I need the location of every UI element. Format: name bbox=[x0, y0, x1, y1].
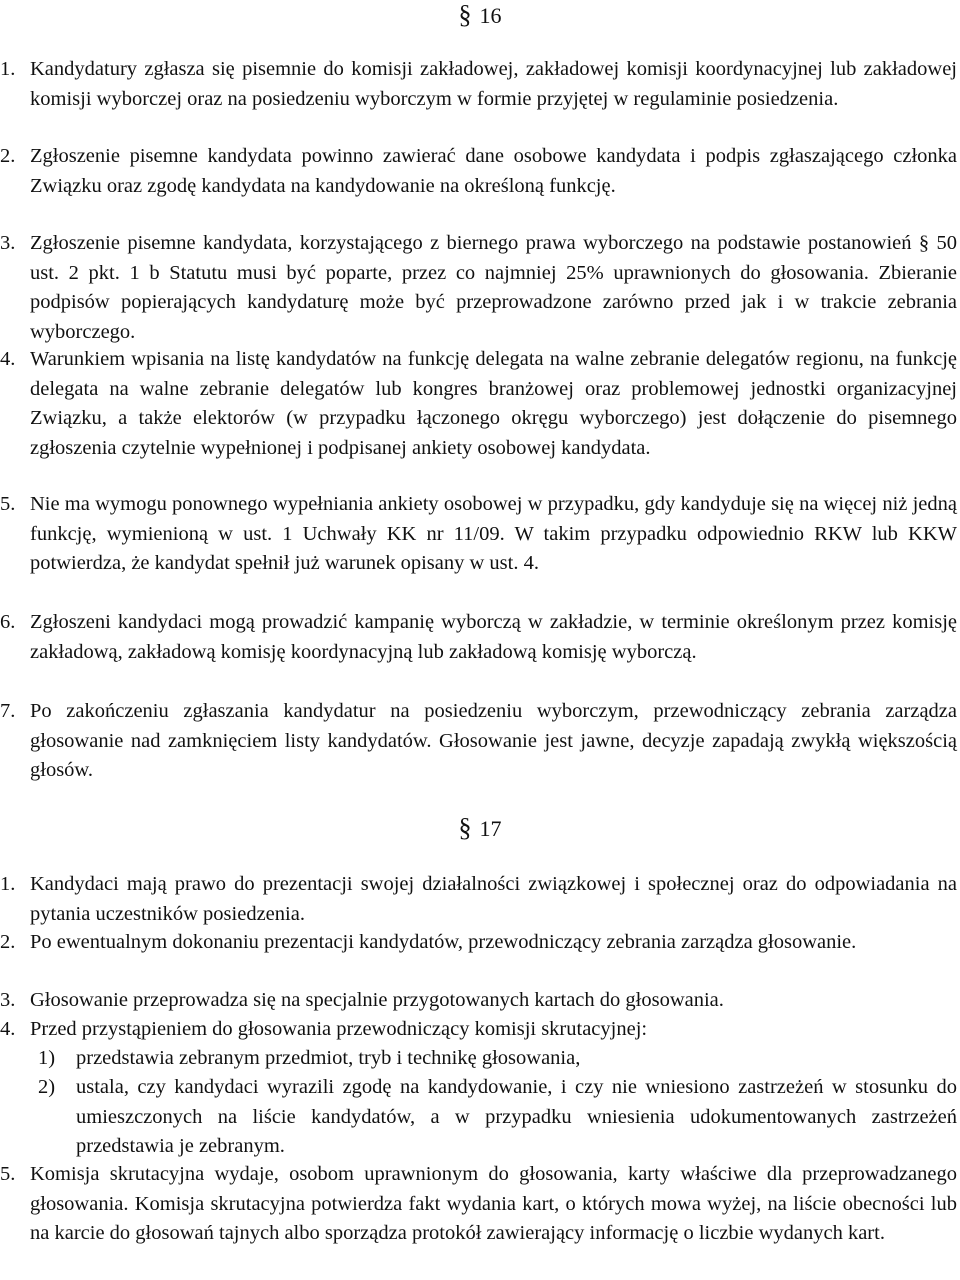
section-symbol: § bbox=[458, 813, 472, 842]
section-16-heading bbox=[0, 2, 960, 29]
section-number: 16 bbox=[479, 3, 502, 28]
section-number: 17 bbox=[479, 816, 502, 841]
section-17-item-3: 3. Głosowanie przeprowadza się na specjalnie przygotowanych kartach do głosowania. bbox=[0, 989, 724, 1011]
section-17-item-5: 5. Komisja skrutacyjna wydaje, osobom uprawnionym do głosowania, karty właściwe dla przeprowadzanego głosowania. Komisja skrutacyjna potwierdza fakt wydania kart, o których mowa wyżej, na liście obecności lub na karcie do głosowań tajnych albo sporządza protokół zawierający informację o liczbie wydanych kart. bbox=[0, 1163, 957, 1245]
section-symbol: § bbox=[458, 0, 472, 29]
section-16-item-2: 2. Zgłoszenie pisemne kandydata powinno zawierać dane osobowe kandydata i podpis zgłaszającego członka Związku oraz zgodę kandydata na kandydowanie na określoną funkcję. bbox=[0, 145, 957, 197]
section-17-subitem-1: 1) przedstawia zebranym przedmiot, tryb i technikę głosowania, bbox=[38, 1047, 581, 1069]
section-16-item-3: 3. Zgłoszenie pisemne kandydata, korzystającego z biernego prawa wyborczego na podstawie postanowień § 50 ust. 2 pkt. 1 b Statutu musi być poparte, przez co najmniej 25% uprawnionych do głosowania. Zbieranie podpisów popierających kandydaturę może być przeprowadzone zarówno przed jak i w trakcie zebrania wyborczego. bbox=[0, 232, 957, 343]
section-16-item-5: 5. Nie ma wymogu ponownego wypełniania ankiety osobowej w przypadku, gdy kandyduje się na więcej niż jedną funkcję, wymienioną w ust. 1 Uchwały KK nr 11/09. W takim przypadku odpowiednio RKW lub KKW potwierdza, że kandydat spełnił już warunek opisany w ust. 4. bbox=[0, 493, 957, 575]
section-17-item-4: 4. Przed przystąpieniem do głosowania przewodniczący komisji skrutacyjnej: bbox=[0, 1018, 648, 1040]
section-17-heading bbox=[0, 815, 960, 842]
section-16-item-1: 1. Kandydatury zgłasza się pisemnie do komisji zakładowej, zakładowej komisji koordynacyjnej lub zakładowej komisji wyborczej oraz na posiedzeniu wyborczym w formie przyjętej w regulaminie posiedzenia. bbox=[0, 58, 957, 110]
section-17-item-1: 1. Kandydaci mają prawo do prezentacji swojej działalności związkowej i społecznej oraz do odpowiadania na pytania uczestników posiedzenia. bbox=[0, 873, 957, 925]
section-16-item-7: 7. Po zakończeniu zgłaszania kandydatur na posiedzeniu wyborczym, przewodniczący zebrania zarządza głosowanie nad zamknięciem listy kandydatów. Głosowanie jest jawne, decyzje zapadają zwykłą większością głosów. bbox=[0, 700, 957, 782]
section-17-item-2: 2. Po ewentualnym dokonaniu prezentacji kandydatów, przewodniczący zebrania zarządza głosowanie. bbox=[0, 931, 857, 953]
section-16-item-4: 4. Warunkiem wpisania na listę kandydatów na funkcję delegata na walne zebranie delegatów regionu, na funkcję delegata na walne zebranie delegatów lub kongres branżowej oraz problemowej jednostki organizacyjnej Związku, a także elektorów (w przypadku łączonego okręgu wyborczego) jest dołączenie do pisemnego zgłoszenia czytelnie wypełnionej i podpisanej ankiety osobowej kandydata. bbox=[0, 348, 957, 459]
section-17-subitem-2: 2) ustala, czy kandydaci wyrazili zgodę na kandydowanie, i czy nie wniesiono zastrzeżeń w stosunku do umieszczonych na liście kandydatów, a w przypadku wniesienia udokumentowanych zastrzeżeń przedstawia je zebranym. bbox=[38, 1076, 957, 1158]
section-16-item-6: 6. Zgłoszeni kandydaci mogą prowadzić kampanię wyborczą w zakładzie, w terminie określonym przez komisję zakładową, zakładową komisję koordynacyjną lub zakładową komisję wyborczą. bbox=[0, 611, 957, 663]
